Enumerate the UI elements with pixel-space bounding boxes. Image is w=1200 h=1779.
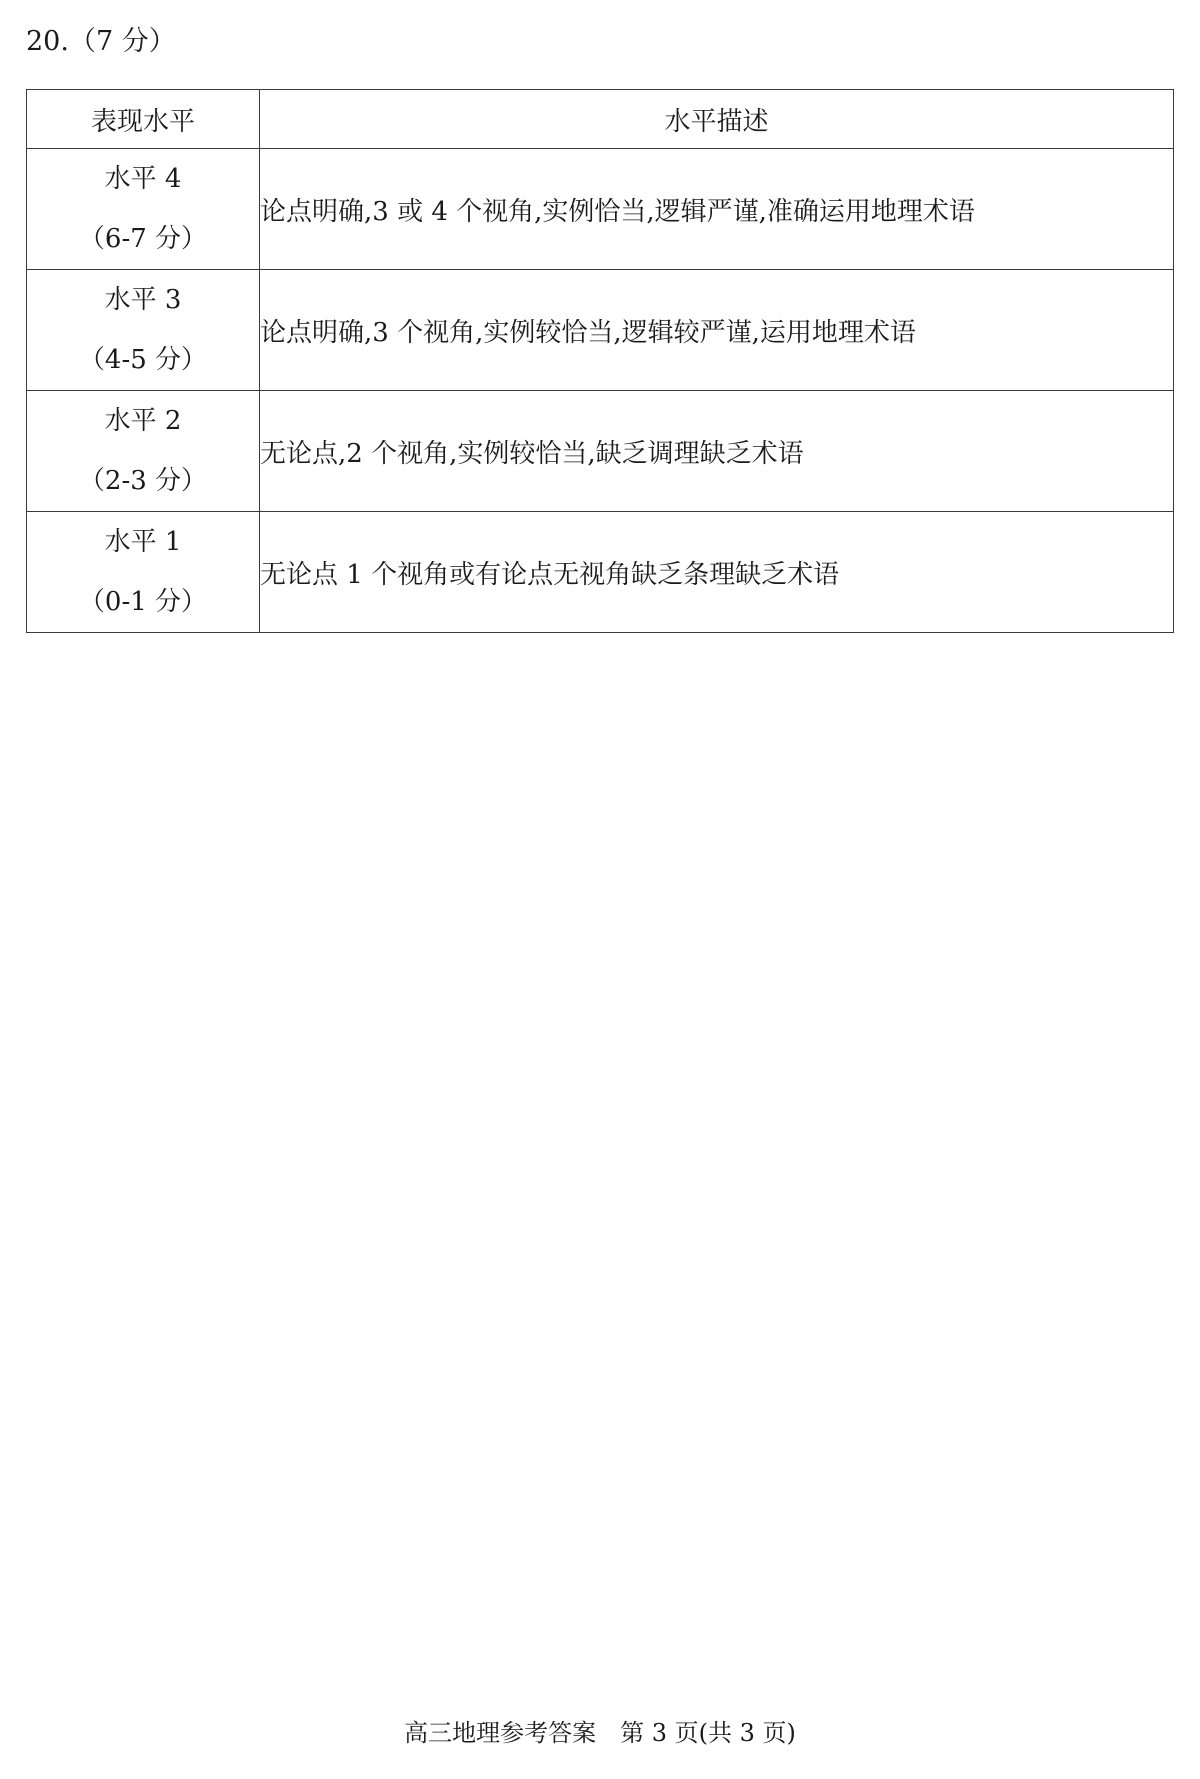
table-row	[27, 391, 1174, 512]
level-description: 无论点,2 个视角,实例较恰当,缺乏调理缺乏术语	[260, 391, 1174, 512]
level-cell	[27, 270, 260, 391]
level-name: 水平 1	[104, 527, 182, 557]
level-description: 论点明确,3 个视角,实例较恰当,逻辑较严谨,运用地理术语	[260, 270, 1174, 391]
scoring-rubric-table	[26, 89, 1174, 633]
page-footer: 高三地理参考答案 第 3 页(共 3 页)	[404, 1719, 796, 1747]
level-score-range: （4-5 分）	[78, 345, 208, 375]
level-description: 无论点 1 个视角或有论点无视角缺乏条理缺乏术语	[260, 512, 1174, 633]
level-name: 水平 3	[104, 285, 182, 315]
question-heading: 20.（7 分）	[26, 26, 176, 57]
level-cell	[27, 391, 260, 512]
level-score-range: （6-7 分）	[78, 224, 208, 254]
level-score-range: （2-3 分）	[78, 466, 208, 496]
level-score-range: （0-1 分）	[78, 587, 208, 617]
header-level: 表现水平	[27, 90, 260, 149]
table-row	[27, 512, 1174, 633]
level-cell	[27, 149, 260, 270]
header-description: 水平描述	[260, 90, 1174, 149]
table-row	[27, 270, 1174, 391]
level-name: 水平 4	[104, 164, 182, 194]
level-description: 论点明确,3 或 4 个视角,实例恰当,逻辑严谨,准确运用地理术语	[260, 149, 1174, 270]
table-header-row	[27, 90, 1174, 149]
level-cell	[27, 512, 260, 633]
level-name: 水平 2	[104, 406, 182, 436]
table-row	[27, 149, 1174, 270]
